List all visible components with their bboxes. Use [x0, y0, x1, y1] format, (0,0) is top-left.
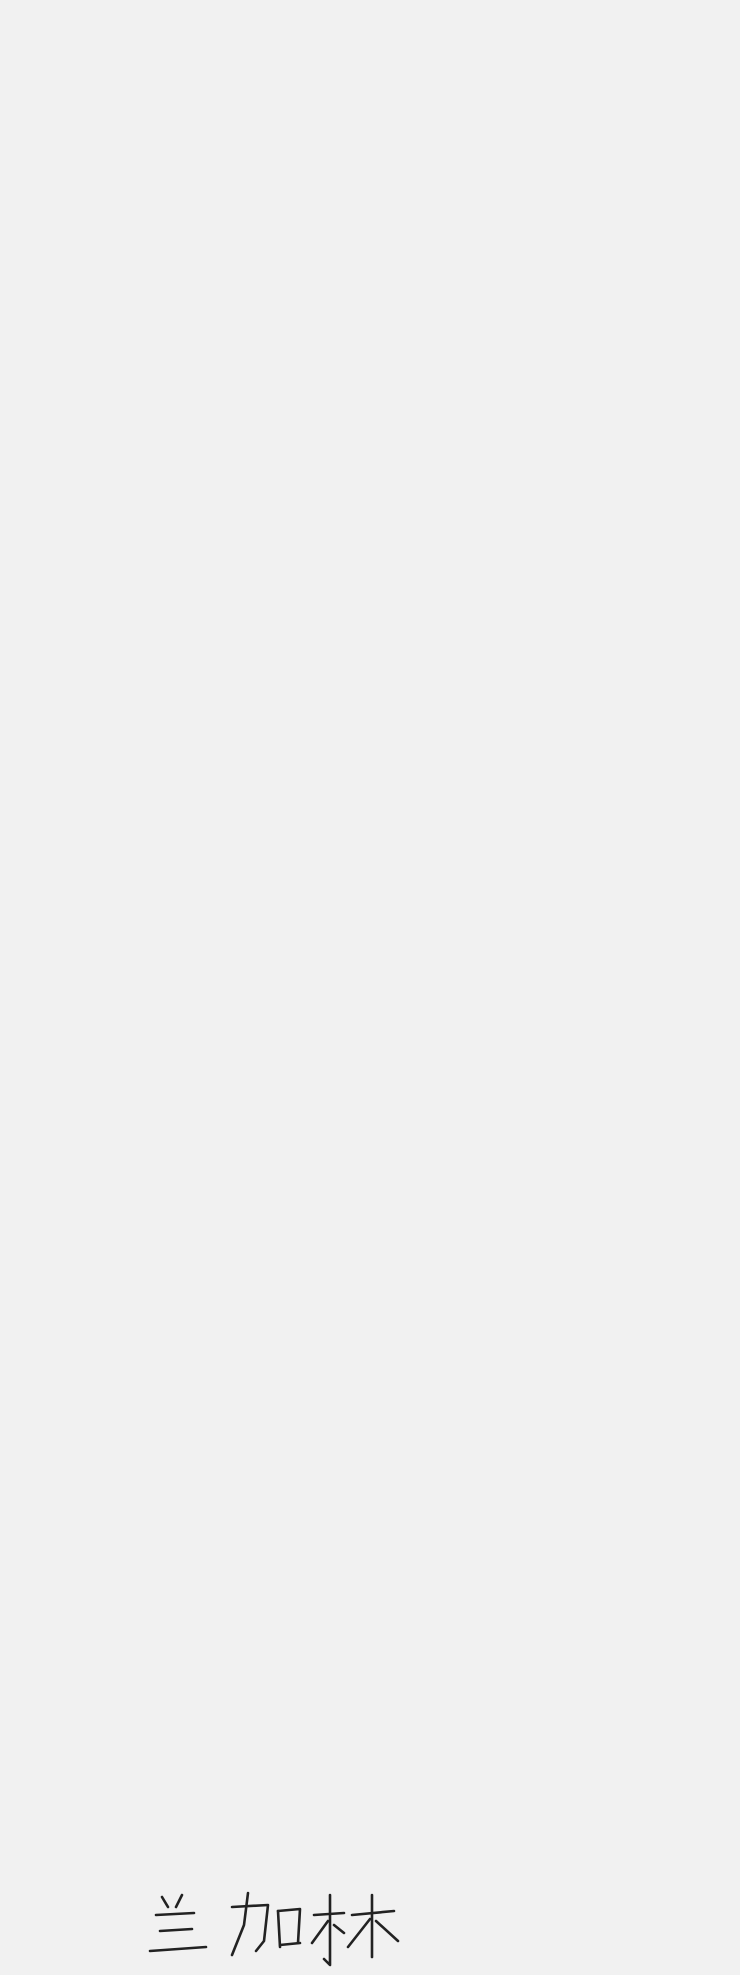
- agreement-body: [102, 40, 637, 58]
- handwritten-signature: [148, 1885, 428, 1975]
